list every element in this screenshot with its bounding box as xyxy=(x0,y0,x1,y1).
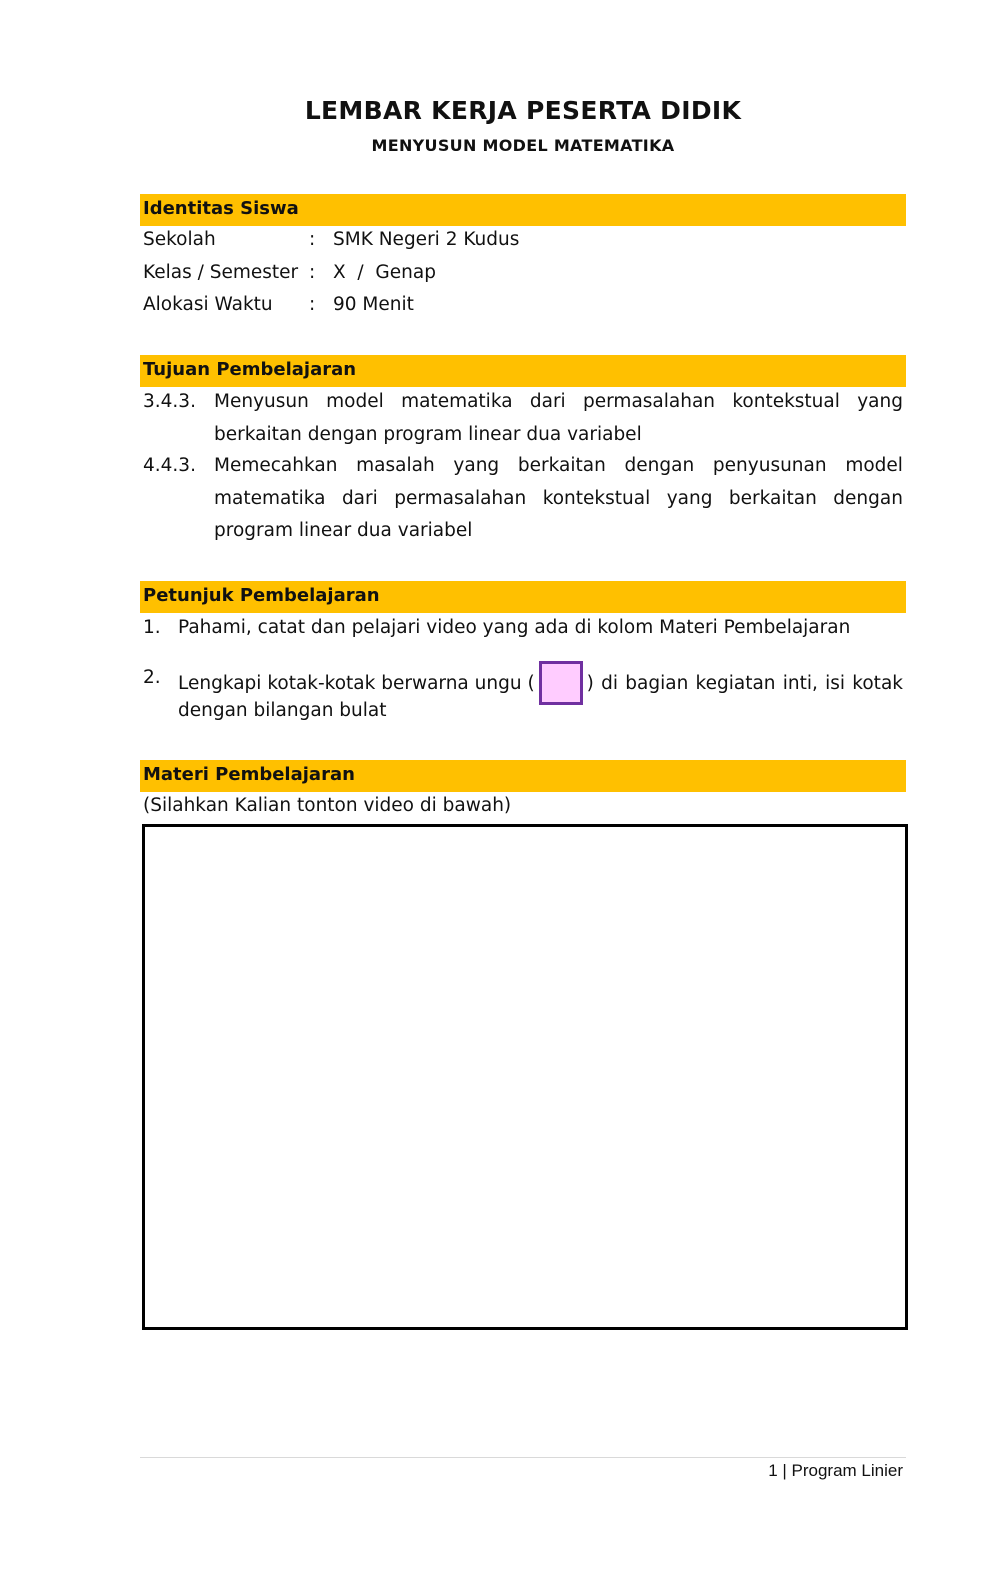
objective-word: yang xyxy=(453,455,500,476)
section-band-materi xyxy=(140,760,906,792)
objective-word: model xyxy=(326,391,384,412)
instruction-text: Pahami, catat dan pelajari video yang ada di kolom Materi Pembelajaran xyxy=(178,617,851,638)
objective-word: berkaitan xyxy=(728,488,817,509)
instruction-text: dengan bilangan bulat xyxy=(178,700,387,721)
identity-value-sekolah: SMK Negeri 2 Kudus xyxy=(333,229,520,250)
objective-word: dengan xyxy=(624,455,695,476)
objective-word: permasalahan xyxy=(583,391,716,412)
objective-text-line xyxy=(214,455,903,476)
page-footer: 1 | Program Linier xyxy=(768,1461,903,1480)
section-heading-petunjuk: Petunjuk Pembelajaran xyxy=(143,585,380,606)
objective-word: permasalahan xyxy=(394,488,527,509)
objective-word: dengan xyxy=(833,488,903,509)
objective-word: model xyxy=(845,455,903,476)
instruction-number: 1. xyxy=(143,617,161,638)
page-title: LEMBAR KERJA PESERTA DIDIK xyxy=(304,96,742,125)
objective-word: yang xyxy=(857,391,903,412)
identity-value-kelas: X / Genap xyxy=(333,262,436,283)
objective-word: yang xyxy=(666,488,713,509)
objective-word: berkaitan xyxy=(517,455,606,476)
purple-answer-box-sample xyxy=(539,661,583,705)
identity-separator: : xyxy=(309,294,316,315)
instruction-text-line xyxy=(178,661,903,705)
objective-word: dari xyxy=(529,391,566,412)
section-heading-identitas: Identitas Siswa xyxy=(143,198,299,219)
section-heading-tujuan: Tujuan Pembelajaran xyxy=(143,359,357,380)
video-embed-area[interactable] xyxy=(142,824,908,1330)
objective-text-line: program linear dua variabel xyxy=(214,520,473,541)
objective-text-line: berkaitan dengan program linear dua variabel xyxy=(214,424,642,445)
materi-instruction: (Silahkan Kalian tonton video di bawah) xyxy=(143,795,512,816)
objective-word: matematika xyxy=(401,391,513,412)
section-band-tujuan xyxy=(140,355,906,387)
identity-label-kelas: Kelas / Semester xyxy=(143,262,299,283)
page-subtitle: MENYUSUN MODEL MATEMATIKA xyxy=(371,136,675,155)
instruction-text: Lengkapi kotak-kotak berwarna ungu ( xyxy=(178,672,535,694)
objective-number: 3.4.3. xyxy=(143,391,196,412)
objective-word: Memecahkan xyxy=(214,455,338,476)
objective-text-line xyxy=(214,488,903,509)
objective-text-line xyxy=(214,391,903,412)
section-heading-materi: Materi Pembelajaran xyxy=(143,764,355,785)
instruction-text: ) di bagian kegiatan inti, isi kotak xyxy=(586,672,903,694)
identity-label-alokasi: Alokasi Waktu xyxy=(143,294,273,315)
identity-separator: : xyxy=(309,229,316,250)
objective-number: 4.4.3. xyxy=(143,455,196,476)
objective-word: Menyusun xyxy=(214,391,309,412)
section-band-identitas xyxy=(140,194,906,226)
objective-word: kontekstual xyxy=(732,391,840,412)
identity-value-alokasi: 90 Menit xyxy=(333,294,414,315)
identity-separator: : xyxy=(309,262,316,283)
objective-word: matematika xyxy=(214,488,326,509)
footer-divider xyxy=(140,1457,906,1458)
identity-label-sekolah: Sekolah xyxy=(143,229,216,250)
section-band-petunjuk xyxy=(140,581,906,613)
objective-word: masalah xyxy=(356,455,435,476)
objective-word: kontekstual xyxy=(542,488,651,509)
instruction-number: 2. xyxy=(143,667,161,688)
objective-word: dari xyxy=(341,488,378,509)
objective-word: penyusunan xyxy=(712,455,827,476)
